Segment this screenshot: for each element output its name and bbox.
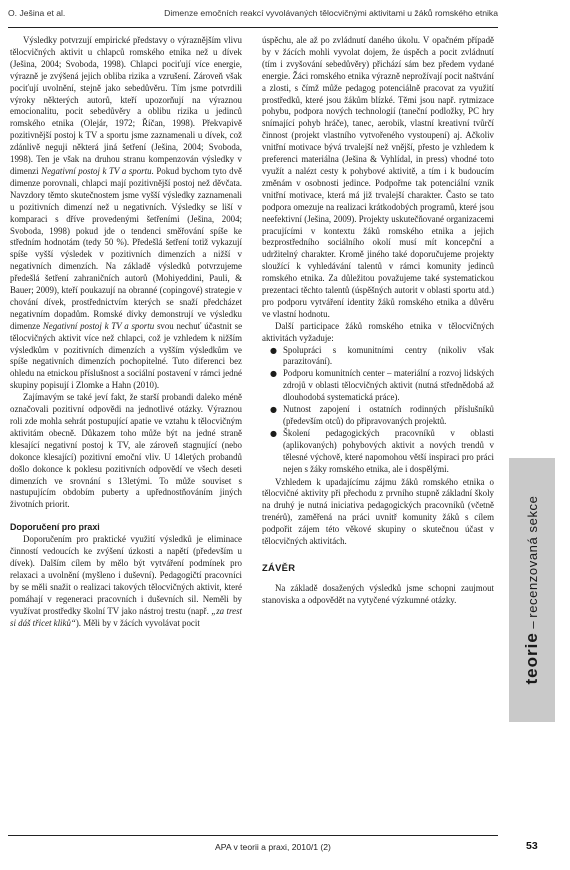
paragraph-results: Výsledky potvrzují empirické představy o výraznějším vlivu tělocvičných aktivit u chlapců romského etnika než u dívek (Ješina, 2004; Svoboda, 1998). Chlapci pociťují více energie, výrazně je zvýšená jejich obliba rizika a vzrušení. Zároveň však pociťují uvolnění, stejně jako sebedůvěru. Tím jsme potvrdili výroky některých autorů, kteří upozorňují na výraznou emocionalitu, pocit sebedůvěry a oblibu rizika u jedinců romského etnika (Olejár, 1972; Říčan, 1998). Překvapivě pozitivnější postoj k TV a sportu jsme zaznamenali u dívek, což zdánlivě neguji některá jiná šetření (Ješina, 2004; Svoboda, 1998). Ten je však na druhou stranu kompenzován výsledky v dimenzi Negativní postoj k TV a sportu. Pokud bychom tyto dvě dimenze porovnali, chlapci mají pozitivnější postoj než děvčata. Navzdory těmto skutečnostem jsme vyšší výsledky zaznamenali u pozitivních dimenzí než u negativních. Výsledky se liší v komparaci s dříve provedenými šetřeními (Ješina, 2004; Svoboda, 1998) pokud jde o tendenci směřování spíše ke středním hodnotám (tedy 50 %). Předešlá šetření totiž vykazují spíše vyšší výsledek v pozitivních dimenzích a nižší v negativních dimenzích. Na základě výsledků potvrzujeme předešlá šetření zahraničních autorů (Mohiyeddini, Pauli, & Bauer; 2009), kteří poukazují na obranné (copingové) strategie v chování dívek, prostřednictvím kterých se snaží předcházet negativním dopadům. Romské dívky demonstrují ve výsledku dimenze Negativní postoj k TV a sportu svou nechuť účastnit se tělocvičných aktivit více než chlapci, což je vzhledem k nižším výsledkům v pozitivních dimenzích a vyšším výsledkům ve spíše negativních dimenzích pochopitelné. Tuto diferenci bez ohledu na etnickou příslušnost a sociální postavení v rámci jedné skupiny popisují i Zlomke a Hahn (2010). (10, 35, 243, 391)
bullet-icon: ● (270, 369, 277, 379)
right-column (262, 35, 494, 607)
requirements-list (262, 345, 494, 476)
list-item: ● Podporu komunitních center – materiální a rozvoj lidských zdrojů v oblasti tělocvičných aktivit (nutná střednědobá až dlouhodobá systematická práce). (270, 368, 494, 403)
paragraph-participation: Další participace žáků romského etnika v tělocvičných aktivitách vyžaduje: (262, 320, 494, 343)
running-header-authors: O. Ješina et al. (8, 8, 66, 18)
term-negative-attitude: Negativní postoj k TV a sportu (42, 320, 155, 331)
paragraph-continuation: úspěchu, ale až po zvládnutí daného úkolu. V opačném případě by v žácích mohli vyvolat dojem, že úspěch a pocit zvládnutí (tím i zvyšování sebedůvěry) přichází sám bez předem vydané energie. Žáci romského etnika výrazně neprožívají pocit naštvání a zlosti, s čímž může pedagog potenciálně pracovat za využití prostředků, které jsou žákům blízké. Těmi jsou např. rytmizace pohybu, podpora nových technologií (taneční podložky, PC hry snímající pohyb hráče), tanec, aerobik, vlastní kreativní tvůrčí činnost (projekt vlastního vytvořeného vystoupení) aj. Ačkoliv vnitřní motivace bývá trvalejší než vnější, přesto je vzhledem k preferenci materiálna (Ješina & Vyhlídal, in press) vhodné toto využít a nalézt cesty k pohybové aktivitě, a tím i k budoucím změnám v osobnosti jedince. Podpořme tak potenciální vznik vnitřní motivace, která má již trvalejší charakter. Často se tato podpora omezuje na realizaci krátkodobých programů, které jsou neefektivní (Ješina, 2009). Projekty uskutečňované organizacemi pracujícími v kontextu žáků romského etnika a jejich bezprostředního sociálního okolí musí mít koncepční a udržitelný charakter. Kromě jiného také doporučujeme projekty sloužící k vyhledávání talentů v rámci komunity jedinců romského etnika. Za důležitou považujeme také systematickou prezentaci těchto talentů (úspěšných autorit v oblasti sportu atd.) pro podporu vytváření identity žáků romského etnika a důvěru ve vlastní hodnotu. (262, 35, 494, 319)
paragraph-recommendations: Doporučením pro praktické využití výsledků je eliminace činností vedoucích ke zvýšení úzkosti a napětí (především u dívek). Dalším cílem by mělo být vytváření podmínek pro relaxaci a uvolnění (myšleno i duševní). Pedagogičtí pracovníci by se měli snažit o realizaci takových tělocvičných aktivit, které pomáhají v regeneraci pracovních i duševních sil. Neměli by využívat prostředky školní TV jako nástroj trestu (např. „za trest si dáš třicet kliků“). Měli by v žácích vyvolávat pocit (10, 534, 242, 628)
list-item: ● Nutnost zapojení i ostatních rodinných příslušníků (především otců) do připravovaných projektů. (270, 404, 494, 426)
left-column (10, 35, 242, 629)
term-negative-attitude: Negativní postoj k TV a sportu (41, 165, 152, 176)
list-item: ● Spolupráci s komunitními centry (nikoliv však parazitování). (270, 344, 494, 367)
paragraph-initiative: Vzhledem k upadajícímu zájmu žáků romského etnika o tělocvičné aktivity při přechodu z prvního stupně základní školy na druhý je nutná iniciativa pedagogických pracovníků (včetně trenérů), zaměřená na práci uvnitř komunity žáků s cílem podpořit zájem této věkové skupiny o skutečnou účast v tělocvičných aktivitách. (262, 476, 494, 547)
footer-divider (8, 835, 498, 836)
bullet-icon: ● (270, 428, 277, 438)
journal-citation: APA v teorii a praxi, 2010/1 (2) (215, 842, 331, 852)
page-number: 53 (526, 840, 538, 852)
running-header-title: Dimenze emočních reakcí vyvolávaných tělocvičnými aktivitami u žáků romského etnika (164, 8, 498, 18)
section-side-label: teorie – recenzovaná sekce (522, 495, 541, 685)
header-divider (8, 27, 498, 28)
paragraph-age: Zajímavým se také jeví fakt, že starší probandi daleko méně označovali pozitivní odpovědi na jednotlivé otázky. Výraznou roli zde mohla sehrát postupující apatie ve vztahu k tělocvičným aktivitám obecně. Důkazem toho může být na jedné straně klesající negativní postoj k TV, ale zároveň stagnující (nebo dokonce klesající) pozitivní emoční vliv. U 14letých probandů došlo dokonce k poklesu pozitivních odpovědí ve všech deseti dimenzích ve srovnání s 13letými. To může souviset s nastupujícím obdobím puberty a upřednostňováním jiných životních priorit. (10, 392, 242, 510)
section-heading-recommendations: Doporučení pro praxi (10, 522, 100, 533)
quote-punishment: „za trest si dáš třicet kliků“ (10, 605, 242, 628)
bullet-icon: ● (270, 405, 277, 415)
bullet-icon: ● (270, 345, 277, 355)
list-item: ● Školení pedagogických pracovníků v oblasti (aplikovaných) pohybových aktivit a nových trendů v tělesné výchově, které napomohou větší inspiraci pro práci nejen s žáky romského etnika, ale i dospělými. (270, 427, 494, 474)
section-heading-conclusion: ZÁVĚR (262, 561, 296, 573)
paragraph-conclusion: Na základě dosažených výsledků jsme schopni zaujmout stanoviska a odpovědět na vytyčené výzkumné otázky. (262, 582, 494, 605)
